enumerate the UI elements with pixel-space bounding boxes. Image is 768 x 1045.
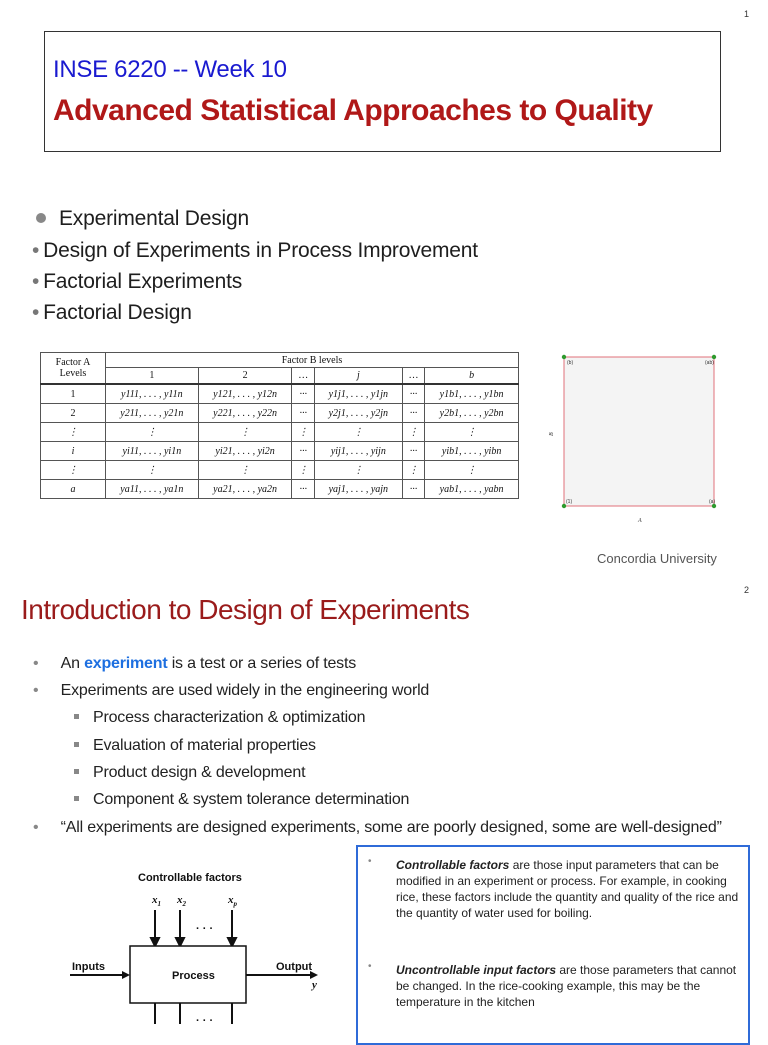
table-cell: y211, . . . , y21n	[106, 404, 199, 423]
column-header: …	[292, 368, 314, 384]
bullet-factorial-design: • Factorial Design	[32, 301, 192, 324]
bullet-dot-icon: •	[32, 270, 40, 293]
bullet-quote: • “All experiments are designed experiments, some are poorly designed, some are well-designed”	[33, 819, 722, 836]
table-cell: ⋮	[106, 461, 199, 480]
table-cell: ⋮	[314, 461, 402, 480]
corner-point-ab	[712, 355, 716, 359]
label-1: (1)	[566, 499, 573, 505]
arrow-x2-head	[176, 938, 184, 946]
table-cell: ···	[292, 384, 314, 404]
table-cell: ···	[292, 404, 314, 423]
column-header: 2	[198, 368, 292, 384]
page-number-1: 1	[744, 9, 750, 19]
x1-label: $x_1$	[152, 894, 161, 908]
table-cell: y111, . . . , y11n	[106, 384, 199, 404]
table-cell: y2b1, . . . , y2bn	[425, 404, 519, 423]
table-cell: y2j1, . . . , y2jn	[314, 404, 402, 423]
table-cell: ⋮	[402, 423, 424, 442]
table-body	[41, 384, 519, 499]
inputs-label: Inputs	[72, 961, 105, 973]
corner-header: Factor A Levels	[41, 353, 106, 385]
table-cell: ⋮	[198, 423, 292, 442]
sub-bullet-product: Product design & development	[74, 764, 305, 782]
bullet-dot-icon: •	[368, 961, 372, 972]
row-level-cell: 2	[41, 404, 106, 423]
dots-bottom: · · ·	[196, 1015, 214, 1024]
table-cell: yab1, . . . , yabn	[425, 480, 519, 499]
column-header: j	[314, 368, 402, 384]
bullet-engineering-use: • Experiments are used widely in the engineering world	[33, 682, 430, 699]
page-number-2: 2	[744, 585, 750, 595]
table-cell: ⋮	[198, 461, 292, 480]
label-a: (a)	[709, 499, 716, 505]
square-bullet-icon	[74, 742, 79, 747]
output-label: Output	[276, 961, 313, 973]
sub-bullet-process: Process characterization & optimization	[74, 709, 365, 727]
factorial-table	[40, 352, 519, 499]
table-cell: ⋮	[292, 461, 314, 480]
table-cell: ···	[402, 442, 424, 461]
design-square-area	[564, 357, 714, 506]
table-row	[41, 404, 519, 423]
table-row	[41, 442, 519, 461]
factorial-design-square	[548, 350, 724, 522]
bullet-experiment-definition: • An experiment is a test or a series of tests	[33, 655, 356, 672]
title-box	[44, 31, 721, 152]
slide2-title: Introduction to Design of Experiments	[21, 594, 470, 625]
bullet-factorial-experiments: • Factorial Experiments	[32, 270, 243, 293]
table-row	[41, 480, 519, 499]
definition-controllable: • Controllable factors are those input parameters that can be modified in an experiment or process. For example, in cooking rice, these factors include the quantity and quality of the rice and the quantity of water used for boiling.	[368, 856, 739, 920]
column-header: 1	[106, 368, 199, 384]
table-row	[41, 423, 519, 442]
table-cell: ya21, . . . , ya2n	[198, 480, 292, 499]
bullet-experimental-design: Experimental Design	[36, 207, 249, 231]
table-cell: y1b1, . . . , y1bn	[425, 384, 519, 404]
row-level-cell: 1	[41, 384, 106, 404]
definition-uncontrollable: • Uncontrollable input factors are those parameters that cannot be changed. In the rice-cooking example, this may be the temperature in the kitchen	[368, 961, 737, 1009]
bullet-dot-icon: •	[32, 301, 40, 324]
table-row	[41, 461, 519, 480]
table-cell: ⋮	[292, 423, 314, 442]
table-cell: yi21, . . . , yi2n	[198, 442, 292, 461]
table-cell: ⋮	[106, 423, 199, 442]
table-cell: y121, . . . , y12n	[198, 384, 292, 404]
dots-top: · · ·	[196, 923, 214, 935]
corner-point-b	[562, 355, 566, 359]
column-header: …	[402, 368, 424, 384]
definitions-box	[356, 845, 750, 1045]
process-label: Process	[172, 970, 215, 982]
bullet-dot-icon: •	[33, 682, 39, 699]
table-cell: ya11, . . . , ya1n	[106, 480, 199, 499]
inputs-arrow-head	[122, 971, 130, 979]
bullet-dot-icon: •	[368, 856, 372, 867]
experiment-highlight: experiment	[84, 655, 168, 672]
square-bullet-icon	[74, 769, 79, 774]
group-header: Factor B levels	[106, 353, 519, 368]
square-bullet-icon	[74, 714, 79, 719]
sub-bullet-tolerance: Component & system tolerance determination	[74, 791, 409, 809]
sub-bullet-material: Evaluation of material properties	[74, 737, 316, 755]
column-header: b	[425, 368, 519, 384]
xp-label: $x_p$	[228, 894, 237, 908]
table-cell: ···	[402, 480, 424, 499]
table-cell: ⋮	[402, 461, 424, 480]
row-level-cell: a	[41, 480, 106, 499]
table-cell: ···	[402, 384, 424, 404]
bullet-doe-process: • Design of Experiments in Process Improvement	[32, 239, 478, 262]
footer-institution: Concordia University	[597, 551, 717, 566]
row-level-cell: i	[41, 442, 106, 461]
output-var: y	[312, 979, 317, 991]
table-cell: ⋮	[425, 423, 519, 442]
table-cell: ···	[402, 404, 424, 423]
process-diagram	[60, 858, 340, 1024]
axis-label-a: A	[638, 518, 642, 522]
bullet-dot-icon: •	[33, 819, 39, 836]
table-cell: yij1, . . . , yijn	[314, 442, 402, 461]
table-cell: yaj1, . . . , yajn	[314, 480, 402, 499]
x2-label: $x_2$	[177, 894, 186, 908]
arrow-x1-head	[151, 938, 159, 946]
table-cell: ···	[292, 480, 314, 499]
table-cell: yi11, . . . , yi1n	[106, 442, 199, 461]
table-cell: ⋮	[314, 423, 402, 442]
bullet-dot-icon	[36, 213, 46, 223]
bullet-dot-icon: •	[33, 655, 39, 672]
arrow-xp-head	[228, 938, 236, 946]
row-level-cell: ⋮	[41, 461, 106, 480]
label-b: (b)	[567, 360, 574, 366]
course-title: INSE 6220 -- Week 10	[53, 56, 287, 83]
table-cell: yib1, . . . , yibn	[425, 442, 519, 461]
table-cell: ···	[292, 442, 314, 461]
label-ab: (ab)	[705, 360, 714, 366]
table-cell: ⋮	[425, 461, 519, 480]
axis-label-b: B	[549, 432, 555, 436]
row-level-cell: ⋮	[41, 423, 106, 442]
bullet-dot-icon: •	[32, 239, 40, 262]
main-title: Advanced Statistical Approaches to Quality	[53, 94, 653, 127]
table-row	[41, 384, 519, 404]
square-bullet-icon	[74, 796, 79, 801]
table-cell: y221, . . . , y22n	[198, 404, 292, 423]
controllable-factors-label: Controllable factors	[138, 872, 242, 884]
column-header-row	[41, 368, 519, 384]
table-cell: y1j1, . . . , y1jn	[314, 384, 402, 404]
